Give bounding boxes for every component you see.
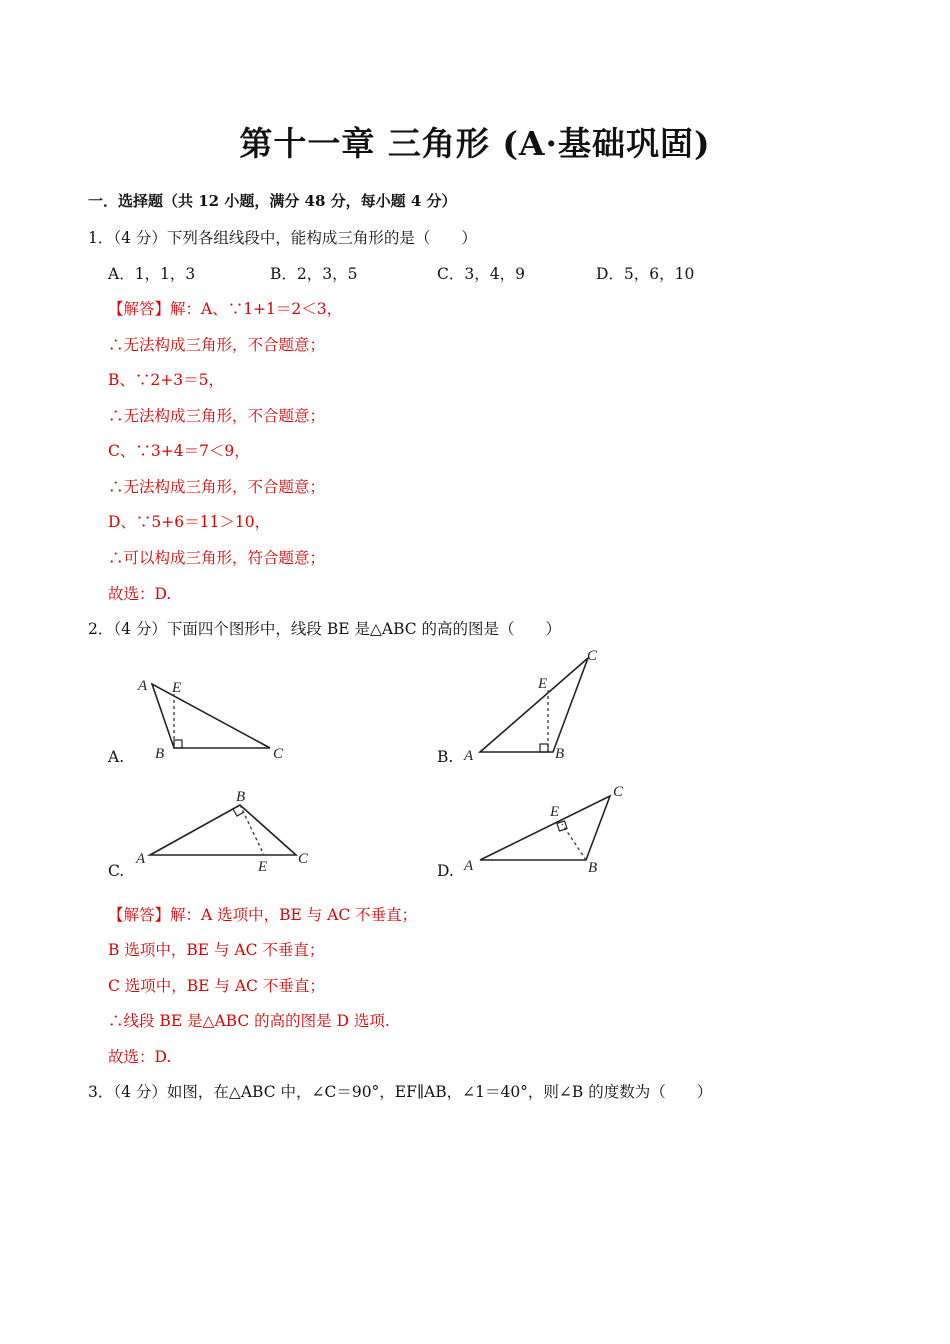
q2-answer-line: B 选项中，BE 与 AC 不垂直；: [108, 941, 325, 959]
q1-answer-line: B、∵2+3＝5，: [108, 371, 224, 389]
q1-answer-line: 【解答】解：A、∵1+1＝2＜3，: [108, 300, 343, 318]
figure-b-label: B.: [437, 748, 454, 766]
vertex-label-e: E: [172, 680, 182, 696]
q1-answer-line: C、∵3+4＝7＜9，: [108, 442, 250, 460]
figure-c-label: C.: [108, 862, 125, 880]
question-1-stem: 1．（4 分）下列各组线段中，能构成三角形的是（ ）: [88, 229, 477, 247]
vertex-label-a: A: [464, 858, 474, 874]
q1-answer-line: 故选：D.: [108, 585, 172, 603]
q1-option-c: C．3，4，9: [437, 265, 525, 283]
vertex-label-c: C: [587, 648, 598, 664]
q2-answer-line: 故选：D.: [108, 1048, 172, 1066]
q2-answer-line: 【解答】解：A 选项中，BE 与 AC 不垂直；: [108, 906, 418, 924]
vertex-label-c: C: [613, 784, 624, 800]
vertex-label-e: E: [258, 859, 268, 875]
q1-answer-line: ∴可以构成三角形，符合题意；: [108, 549, 326, 567]
vertex-label-b: B: [555, 746, 565, 762]
vertex-label-b: B: [155, 746, 165, 762]
vertex-label-b: B: [236, 789, 246, 805]
q2-answer-line: C 选项中，BE 与 AC 不垂直；: [108, 977, 325, 995]
figure-a-label: A.: [108, 748, 125, 766]
vertex-label-c: C: [273, 746, 284, 762]
vertex-label-a: A: [138, 678, 148, 694]
q1-option-d: D．5，6，10: [596, 265, 695, 283]
page-title: 第十一章 三角形 (A·基础巩固): [239, 124, 711, 163]
vertex-label-e: E: [550, 804, 560, 820]
figure-c-triangle: [130, 785, 320, 880]
q1-answer-line: D、∵5+6＝11＞10，: [108, 513, 271, 531]
q1-option-b: B．2，3，5: [270, 265, 358, 283]
vertex-label-a: A: [464, 748, 474, 764]
q1-answer-line: ∴无法构成三角形，不合题意；: [108, 478, 326, 496]
figure-b-triangle: [460, 640, 610, 765]
question-3-stem: 3．（4 分）如图，在△ABC 中，∠C＝90°，EF∥AB，∠1＝40°，则∠B 的度数为（ ）: [88, 1083, 713, 1101]
vertex-label-c: C: [298, 851, 309, 867]
question-2-stem: 2．（4 分）下面四个图形中，线段 BE 是△ABC 的高的图是（ ）: [88, 620, 562, 638]
q2-answer-line: ∴线段 BE 是△ABC 的高的图是 D 选项.: [108, 1012, 390, 1030]
section-header: 一．选择题（共 12 小题，满分 48 分，每小题 4 分）: [88, 192, 457, 210]
figure-d-label: D.: [437, 862, 454, 880]
vertex-label-b: B: [588, 860, 598, 876]
vertex-label-a: A: [136, 851, 146, 867]
q1-option-a: A．1，1，3: [108, 265, 196, 283]
figure-d-triangle: [460, 778, 640, 878]
vertex-label-e: E: [538, 676, 548, 692]
q1-answer-line: ∴无法构成三角形，不合题意；: [108, 407, 326, 425]
figure-a-triangle: [130, 670, 290, 765]
q1-answer-line: ∴无法构成三角形，不合题意；: [108, 336, 326, 354]
